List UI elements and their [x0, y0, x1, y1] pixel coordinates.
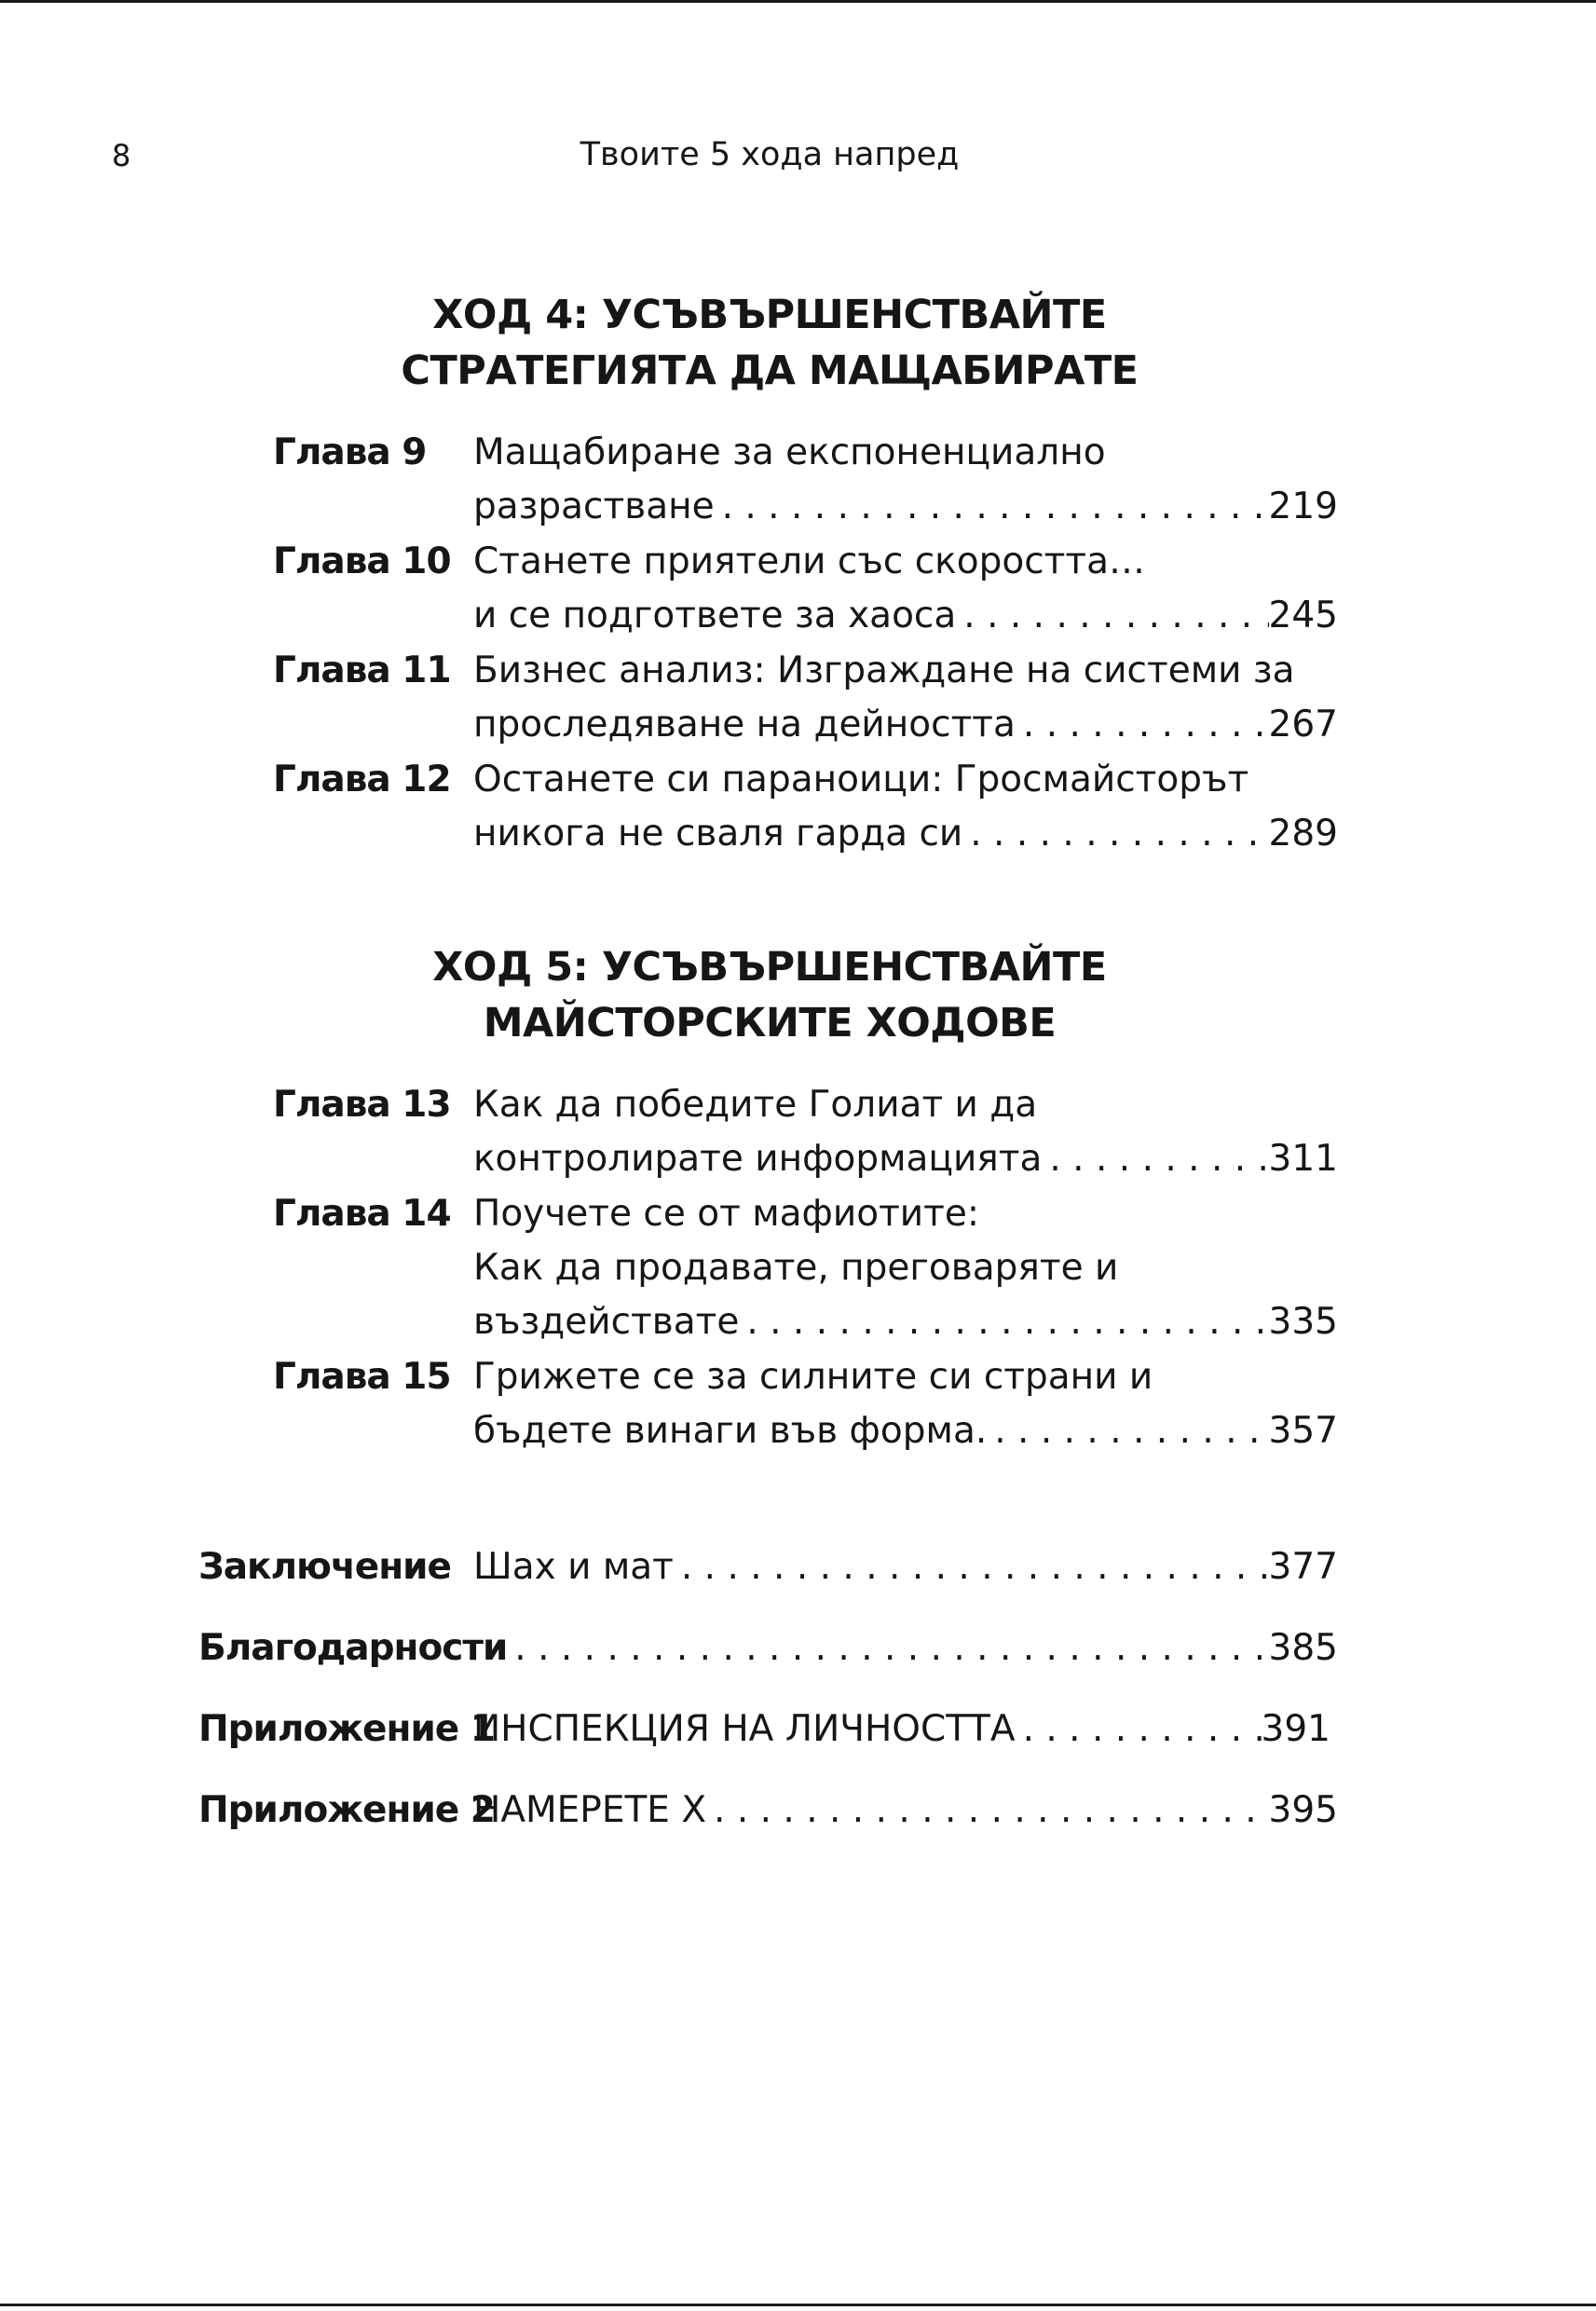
dot-leader [1016, 698, 1269, 752]
appendix2-label: Приложение 2 [198, 1789, 495, 1831]
conclusion-label: Заключение [198, 1546, 451, 1588]
chapter-title-line: разрастване [473, 485, 715, 527]
chapter-title-line: Бизнес анализ: Изграждане на системи за [473, 650, 1295, 691]
appendix2-title [473, 1784, 1338, 1838]
running-title: Твоите 5 хода напред [580, 136, 960, 173]
part4-title [0, 287, 1539, 399]
page-ref: 267 [1268, 704, 1338, 745]
chapter-label: Глава 14 [273, 1193, 451, 1235]
chapter-leader-line [473, 589, 1338, 643]
appendix2-text: НАМЕРЕТЕ Х [473, 1789, 707, 1831]
chapter-title [473, 1187, 1338, 1349]
chapter-title [473, 426, 1338, 534]
chapter-title-line: Грижете се за силните си страни и [473, 1356, 1153, 1398]
part4-title-line2: СТРАТЕГИЯТА ДА МАЩАБИРАТЕ [401, 348, 1139, 394]
page-ref: 395 [1268, 1789, 1338, 1831]
chapter-title-line: въздействате [473, 1301, 740, 1343]
bottom-border [0, 2304, 1596, 2306]
chapter-leader-line [473, 807, 1338, 861]
dot-leader [674, 1540, 1269, 1594]
chapter-label: Глава 10 [273, 540, 451, 582]
chapter-title-line: никога не сваля гарда си [473, 813, 963, 855]
appendix2-leader-line [473, 1784, 1338, 1838]
chapter-leader-line [473, 1132, 1338, 1186]
chapter-title [473, 1078, 1338, 1186]
chapter-label: Глава 11 [273, 650, 451, 691]
chapter-label: Глава 13 [273, 1084, 451, 1126]
dot-leader [987, 1404, 1268, 1458]
chapter-title-line: Мащабиране за експоненциално [473, 431, 1106, 473]
chapter-title-line: Останете си параноици: Гросмайсторът [473, 759, 1249, 800]
chapter-label: Глава 12 [273, 759, 451, 800]
chapter-label: Глава 15 [273, 1356, 451, 1398]
acknowledgements-title [198, 1621, 1338, 1675]
chapter-title-line: контролирате информацията [473, 1138, 1043, 1180]
chapter-title [473, 1350, 1338, 1458]
acknowledgements-label: Благодарности [198, 1627, 508, 1669]
appendix1-title [473, 1702, 1330, 1757]
top-border [0, 0, 1596, 3]
chapter-title-line: Как да победите Голиат и да [473, 1084, 1038, 1126]
appendix1-leader-line [473, 1702, 1330, 1757]
page-ref: 289 [1268, 813, 1338, 855]
page-ref: 219 [1268, 485, 1338, 527]
chapter-title [473, 535, 1338, 643]
page-ref: 311 [1268, 1138, 1338, 1180]
page-ref: 357 [1268, 1410, 1338, 1452]
chapter-label: Глава 9 [273, 431, 427, 473]
appendix1-label: Приложение 1 [198, 1708, 495, 1750]
chapter-title-line: Как да продавате, преговаряте и [473, 1247, 1119, 1289]
chapter-title-line: бъдете винаги във форма. [473, 1410, 988, 1452]
chapter-title-line: и се подгответе за хаоса [473, 595, 957, 636]
dot-leader [1016, 1702, 1262, 1757]
part5-title [0, 939, 1539, 1051]
dot-leader [706, 1784, 1269, 1838]
chapter-leader-line [473, 1295, 1338, 1349]
dot-leader [956, 589, 1268, 643]
chapter-title-line: Поучете се от мафиотите: [473, 1193, 980, 1235]
chapter-title [473, 753, 1338, 861]
chapter-title-line: Станете приятели със скоростта… [473, 540, 1145, 582]
chapter-leader-line [473, 480, 1338, 534]
conclusion-leader-line [473, 1540, 1338, 1594]
page-ref: 391 [1261, 1708, 1330, 1750]
page-number: 8 [112, 138, 131, 173]
chapter-leader-line [473, 1404, 1338, 1458]
chapter-title [473, 644, 1338, 752]
conclusion-title [473, 1540, 1338, 1594]
dot-leader [715, 480, 1269, 534]
part4-title-line1: ХОД 4: УСЪВЪРШЕНСТВАЙТЕ [432, 292, 1107, 338]
dot-leader [739, 1295, 1268, 1349]
page-ref: 335 [1268, 1301, 1338, 1343]
acknowledgements-leader-line [198, 1621, 1338, 1675]
page-ref: 245 [1268, 595, 1338, 636]
chapter-leader-line [473, 698, 1338, 752]
dot-leader [507, 1621, 1268, 1675]
conclusion-text: Шах и мат [473, 1546, 674, 1588]
page-ref: 385 [1268, 1627, 1338, 1669]
chapter-title-line: проследяване на дейността [473, 704, 1016, 745]
part5-title-line2: МАЙСТОРСКИТЕ ХОДОВЕ [483, 1000, 1057, 1046]
dot-leader [962, 807, 1268, 861]
dot-leader [1042, 1132, 1268, 1186]
part5-title-line1: ХОД 5: УСЪВЪРШЕНСТВАЙТЕ [432, 944, 1107, 991]
page-ref: 377 [1268, 1546, 1338, 1588]
appendix1-text: ИНСПЕКЦИЯ НА ЛИЧНОСТТА [473, 1708, 1016, 1750]
